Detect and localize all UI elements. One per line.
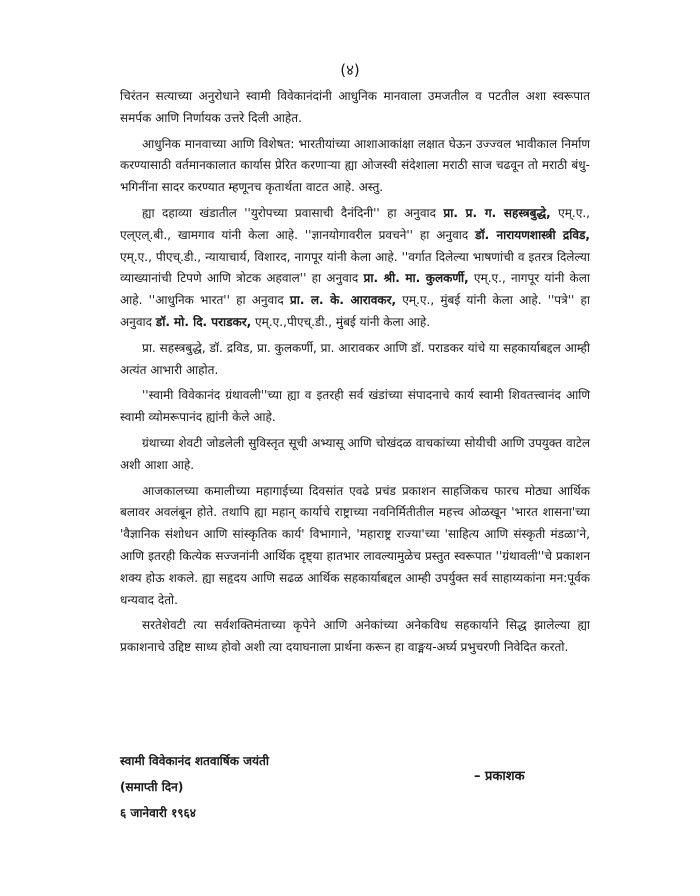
translator-name: प्रा. श्री. मा. कुलकर्णी,	[363, 271, 469, 286]
paragraph-text: ह्या दहाव्या खंडातील ''युरोपच्या प्रवासाची दैनंदिनी'' हा अनुवाद	[142, 205, 444, 220]
translator-name: प्रा. प्र. ग. सहस्त्रबुद्धे,	[443, 205, 551, 220]
paragraph-text: एम्‌.ए., मुंबई यांनी केला आहे. ''पत्रे'' हा अनुवाद	[120, 293, 590, 329]
footer-occasion: स्वामी विवेकानंद शतवार्षिक जयंती	[120, 754, 269, 768]
paragraph-modern-man: आधुनिक मानवाच्या आणि विशेषत: भारतीयांच्या आशाआकांक्षा लक्षात घेऊन उज्ज्वल भावीकाल निर्माण करण्यासाठी वर्तमानकालात कार्यास प्रेरित करणाऱ्या ह्या ओजस्वी संदेशाला मराठी साज चढवून तो मराठी बंधु-भगिनींना सादर करण्यात म्हणूनच कृतार्थता वाटत आहे. अस्तु.	[120, 136, 590, 195]
page-number: (४)	[340, 61, 360, 79]
publisher-signature: – प्रकाशक	[474, 769, 525, 784]
footer-occasion-day: (समाप्ती दिन)	[120, 780, 184, 794]
paragraph-text: एम्‌.ए., पीएच्‌.डी., न्यायाचार्य, विशारद, नागपूर यांनी केला आहे. ''वर्गात दिलेल्या भाषणांची व इतरत्र दिलेल्या व्याख्यानांची टिपणे आणि त्रोटक अहवाल'' हा अनुवाद	[120, 249, 590, 286]
paragraph-index: ग्रंथाच्या शेवटी जोडलेली सुविस्तृत सूची अभ्यासू आणि चोखंदळ वाचकांच्या सोयीची आणि उपयुक्त वाटेल अशी आशा आहे.	[120, 435, 590, 472]
paragraph-funding: आजकालच्या कमालीच्या महागाईच्या दिवसांत एवढे प्रचंड प्रकाशन साहजिकच फारच मोठ्या आर्थिक बलावर अवलंबून होते. तथापि ह्या महान्‌ कार्याचे राष्ट्राच्या नवनिर्मितीतील महत्त्व ओळखून 'भारत शासना'च्या 'वैज्ञानिक संशोधन आणि सांस्कृतिक कार्य' विभागाने, 'महाराष्ट्र राज्या'च्या 'साहित्य आणि संस्कृती मंडळा'ने, आणि इतरही कित्येक सज्जनांनी आर्थिक दृष्ट्या हातभार लावल्यामुळेच प्रस्तुत स्वरूपात ''ग्रंथावली''चे प्रकाशन शक्य होऊ शकले. ह्या सहृदय आणि सढळ आर्थिक सहकार्याबद्दल आम्ही उपर्युक्त सर्व साहाय्यकांना मन:पूर्वक धन्यवाद देतो.	[120, 483, 590, 607]
footer-date: ६ जानेवारी १९६४	[120, 806, 197, 820]
paragraph-editors: ''स्वामी विवेकानंद ग्रंथावली''च्या ह्या व इतरही सर्व खंडांच्या संपादनाचे कार्य स्वामी शिवतत्त्वानंद आणि स्वामी व्योमरूपानंद ह्यांनी केले आहे.	[120, 388, 590, 425]
body-text	[120, 86, 590, 663]
footer-date-block	[120, 748, 269, 826]
translator-name: डॉ. नारायणशास्त्री द्रविड,	[475, 227, 590, 242]
paragraph-translators	[120, 203, 590, 334]
paragraph-text: एम्‌.ए.,पीएच्‌.डी., मुंबई यांनी केला आहे.	[251, 314, 431, 329]
paragraph-thanks: प्रा. सहस्त्रबुद्धे, डॉ. द्रविड, प्रा. कुलकर्णी, प्रा. आरावकर आणि डॉ. पराडकर यांचे या सहकार्याबद्दल आम्ही अत्यंत आभारी आहोत.	[120, 340, 590, 377]
translator-name: डॉ. मो. दि. पराडकर,	[155, 314, 252, 329]
translator-name: प्रा. ल. के. आरावकर,	[289, 293, 397, 308]
paragraph-closing: सरतेशेवटी त्या सर्वशक्तिमंताच्या कृपेने आणि अनेकांच्या अनेकविध सहकार्याने सिद्ध झालेल्या ह्या प्रकाशनाचे उद्दिष्ट साध्य होवो अशी त्या दयाघनाला प्रार्थना करून हा वाङ्मय-अर्घ्य प्रभुचरणी निवेदित करतो.	[120, 618, 590, 655]
paragraph-text: एम्‌.ए., एल्‌एल्‌.बी., खामगाव यांनी केला आहे. ''ज्ञानयोगावरील प्रवचने'' हा अनुवाद	[120, 205, 590, 242]
paragraph-text: एम्‌.ए., नागपूर यांनी केला आहे. ''आधुनिक भारत'' हा अनुवाद	[120, 271, 591, 308]
paragraph-intro: चिरंतन सत्याच्या अनुरोधाने स्वामी विवेकानंदांनी आधुनिक मानवाला उमजतील व पटतील अशा स्वरूपात समर्पक आणि निर्णायक उत्तरे दिली आहेत.	[120, 89, 590, 125]
